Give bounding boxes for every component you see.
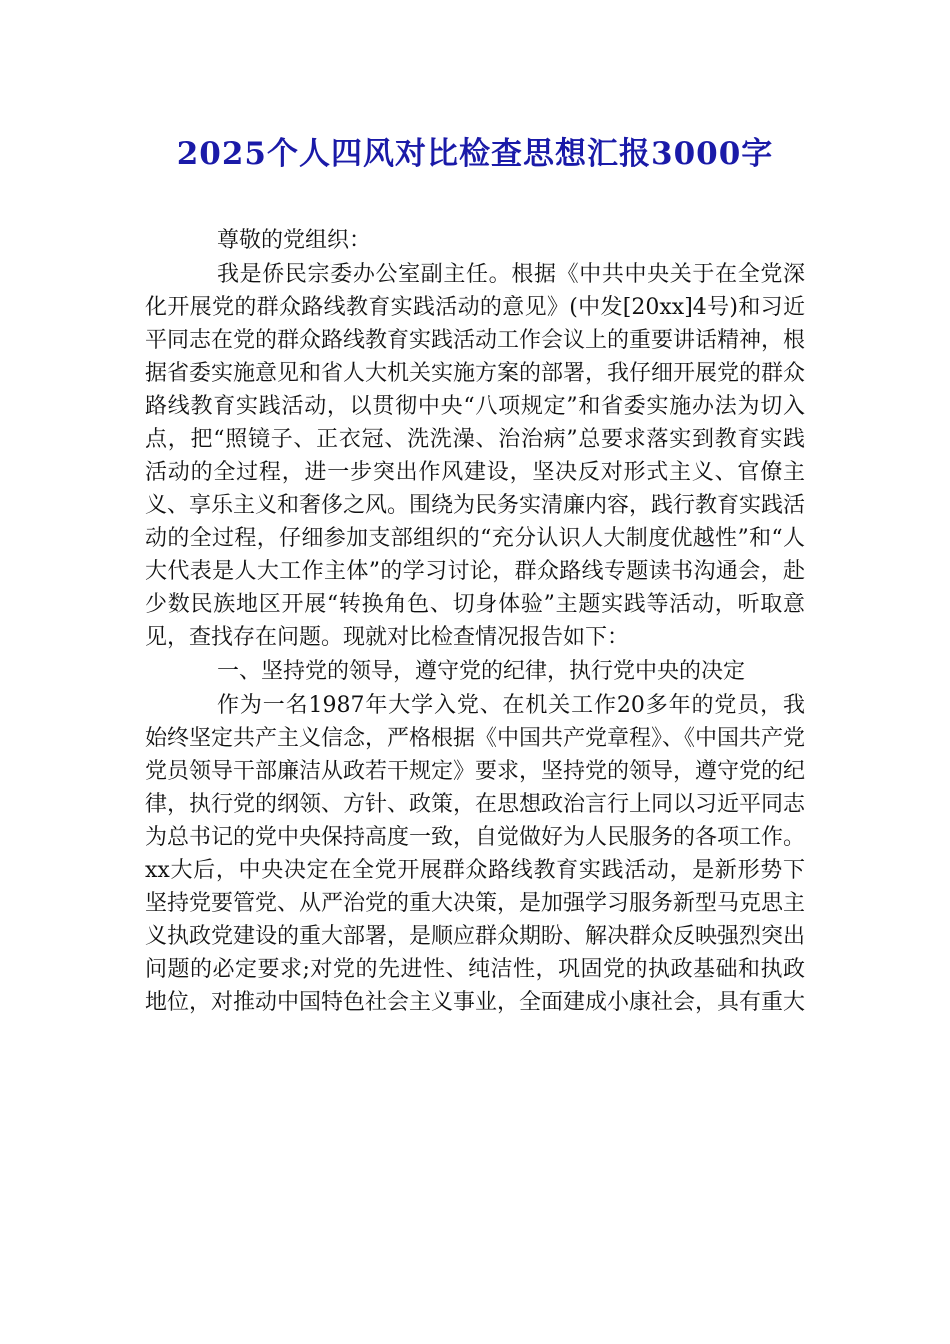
salutation: 尊敬的党组织： <box>217 228 372 253</box>
paragraph-intro: 我是侨民宗委办公室副主任。根据《中共中央关于在全党深化开展党的群众路线教育实践活动的意见》(中发[20xx]4号)和习近平同志在党的群众路线教育实践活动工作会议上的重要讲话精神，根据省委实施意见和省人大机关实施方案的部署，我仔细开展党的群众路线教育实践活动，以贯彻中央“八项规定”和省委实施办法为切入点，把“照镜子、正衣冠、洗洗澡、治治病”总要求落实到教育实践活动的全过程，进一步突出作风建设，坚决反对形式主义、官僚主义、享乐主义和奢侈之风。围绕为民务实清廉内容，践行教育实践活动的全过程，仔细参加支部组织的“充分认识人大制度优越性”和“人大代表是人大工作主体”的学习讨论，群众路线专题读书沟通会，赴少数民族地区开展“转换角色、切身体验”主题实践等活动，听取意见，查找存在问题。现就对比检查情况报告如下： <box>145 262 806 650</box>
section-heading-1: 一、坚持党的领导，遵守党的纪律，执行党中央的决定 <box>217 659 746 684</box>
paragraph-section-1: 作为一名1987年大学入党、在机关工作20多年的党员，我始终坚定共产主义信念，严格根据《中国共产党章程》、《中国共产党党员领导干部廉洁从政若干规定》要求，坚持党的领导，遵守党的纪律，执行党的纲领、方针、政策，在思想政治言行上同以习近平同志为总书记的党中央保持高度一致，自觉做好为人民服务的各项工作。xx大后，中央决定在全党开展群众路线教育实践活动，是新形势下坚持党要管党、从严治党的重大决策，是加强学习服务新型马克思主义执政党建设的重大部署，是顺应群众期盼、解决群众反映强烈突出问题的必定要求;对党的先进性、纯洁性，巩固党的执政基础和执政地位，对推动中国特色社会主义事业，全面建成小康社会，具有重大 <box>145 693 806 1015</box>
document-title: 2025个人四风对比检查思想汇报3000字 <box>176 136 774 172</box>
document-body <box>145 224 805 1020</box>
